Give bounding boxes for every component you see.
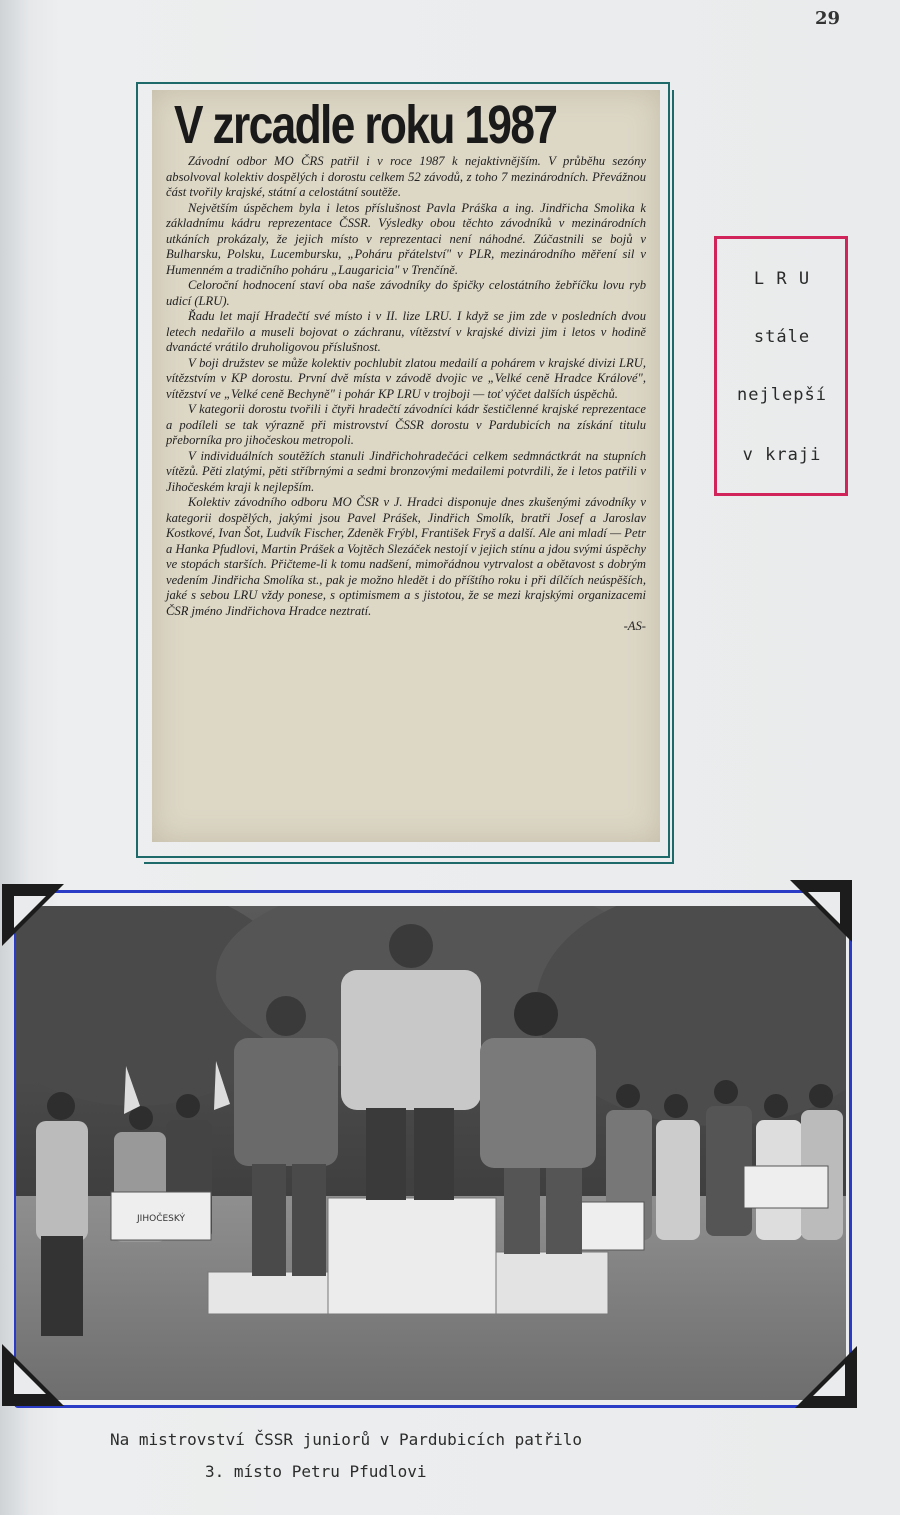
photo-corner-icon xyxy=(795,1346,857,1408)
photo-corner-icon xyxy=(2,1344,64,1406)
side-note-line: v kraji xyxy=(742,445,822,465)
side-note-line: stále xyxy=(753,327,811,347)
photo-corner-icon xyxy=(2,884,64,946)
photo-corner-icon xyxy=(790,880,852,942)
article-paragraph: V boji družstev se může kolektiv pochlubit zlatou medailí a pohárem v krajské divizi LRU, vítězstvím v KP dorostu. První dvě místa v závodě dvojic ve „Velké ceně Hradce Králové", vítězství ve „Velké ceně Bechyně" i pohár KP LRU v trojboji — toť výčet dalších úspěchů. xyxy=(166,355,646,401)
podium-photo-illustration xyxy=(16,906,846,1400)
article-signature: -AS- xyxy=(623,619,646,633)
article-paragraph: Celoroční hodnocení staví oba naše závodníky do špičky celostátního žebříčku lovu ryb udicí (LRU). xyxy=(166,278,646,308)
article-paragraph: Největším úspěchem byla i letos příslušnost Pavla Práška a ing. Jindřicha Smolika k základnímu kádru reprezentace ČSSR. Výsledky obou těchto závodníků v mezinárodních utkáních prokázaly, že jejich místo v reprezentaci není náhodné. Zúčastnili se bojů v Bulharsku, Polsku, Lucembursku, „Poháru přátelství" v PLR, mezinárodního měření sil v Humenném a tradičního poháru „Laugaricia" v Trenčíně. xyxy=(166,200,646,277)
article-paragraph: Kolektiv závodního odboru MO ČSR v J. Hradci disponuje dnes zkušenými závodníky v kategorii dospělých, jakými jsou Pavel Prášek, Jindřich Smolík, bratři Josef a Jaroslav Kostkové, Ivan Šot, Ludvík Fischer, Zdeněk Frýbl, František Fryš a další. Ale ani mladí — Petr a Hanka Pfudlovi, Martin Prášek a Vojtěch Slezáček nestojí v jejich stínu a jdou svými úspěchy ve stopách starších. Přičteme-li k tomu nadšení, mimořádnou vytrvalost a obětavost s dobrým vedením Jindřicha Smolíka st., pak je možno hledět i do příštího roku i při dílčích neúspěších, jaké s sebou LRU vždy ponese, s optimismem a s jistotou, že se mezi krajskými organizacemi ČSR jméno Jindřichova Hradce neztratí. xyxy=(166,495,646,618)
article-body xyxy=(166,154,646,635)
article-paragraph: V kategorii dorostu tvořili i čtyři hradečtí závodníci kádr šestičlenné krajské reprezentace a podíleli se tak výrazně při mistrovství ČSSR dorostu v Pardubicích na získání titulu přeborníka pro jihočeskou metropoli. xyxy=(166,402,646,447)
photo-caption-line: 3. místo Petru Pfudlovi xyxy=(205,1462,427,1481)
article-paragraph: V individuálních soutěžích stanuli Jindřichohradečáci celkem sedmnáctkrát na stupních vítězů. Pěti zlatými, pěti stříbrnými a sedmi bronzovými medailemi potvrdili, že i letos patřili v Jihočeském kraji k nejlepším. xyxy=(166,448,646,494)
photo-caption-line: Na mistrovství ČSSR juniorů v Pardubicích patřilo xyxy=(110,1430,583,1449)
photo-sign-text: JIHOČESKÝ xyxy=(137,1214,185,1224)
side-note-box xyxy=(714,236,848,496)
podium-photo xyxy=(16,906,846,1400)
article-paragraph: Řadu let mají Hradečtí své místo i v II. lize LRU. I když se jim zde v posledních dvou letech nedařilo a museli bojovat o záchranu, vítězství v krajské divizi jim i letos v hodině dvanácté vrátilo druholigovou příslušnost. xyxy=(166,309,646,354)
article-headline: V zrcadle roku 1987 xyxy=(174,95,557,155)
page-number: 29 xyxy=(815,8,841,29)
side-note-line: nejlepší xyxy=(737,385,827,405)
newspaper-clipping xyxy=(152,90,660,842)
side-note-line: L R U xyxy=(753,269,811,289)
article-paragraph: Závodní odbor MO ČRS patřil i v roce 1987 k nejaktivnějším. V průběhu sezóny absolvoval kolektiv dospělých i dorostu celkem 52 závodů, z toho 7 mezinárodních. Převážnou část tvořily krajské, státní a celostátní soutěže. xyxy=(166,154,646,199)
